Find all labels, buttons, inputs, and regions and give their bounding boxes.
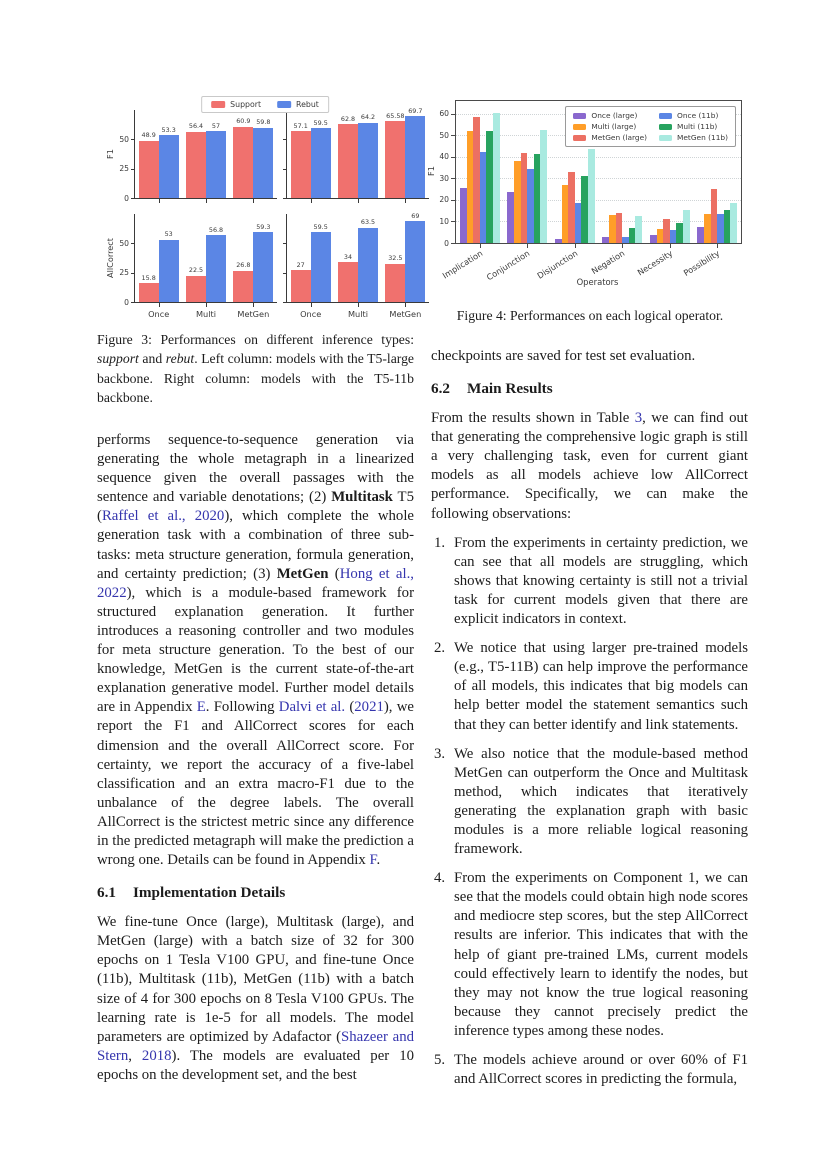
bar-value-label: 69.7 (408, 106, 423, 115)
metgen-11b--swatch (659, 135, 672, 141)
list-item-text (454, 640, 748, 732)
bar (206, 131, 226, 198)
text-run: The models achieve around or over 60% of F1 and AllCorrect scores in predicting the formula, (454, 1052, 748, 1088)
x-tick-label: Disjunction (535, 248, 580, 281)
bar (581, 176, 588, 243)
legend-item (659, 111, 728, 120)
bar (507, 192, 514, 243)
legend-item (659, 122, 728, 131)
list-item (431, 639, 748, 734)
x-tick-mark (670, 244, 671, 248)
legend-label: Multi (large) (591, 122, 637, 131)
bold-text: Multitask (331, 489, 393, 506)
list-item-number: 1. (434, 534, 446, 551)
legend-item (211, 100, 261, 109)
y-tick-mark (451, 243, 456, 244)
citation-link[interactable]: Raffel et al., 2020 (101, 508, 225, 525)
y-tick-label: 0 (444, 238, 449, 248)
y-tick-label: 20 (439, 195, 449, 205)
bar (657, 229, 664, 243)
bar (311, 128, 331, 198)
text-run: . Following (205, 699, 279, 716)
y-tick-mark (283, 198, 287, 199)
x-tick-mark (405, 303, 406, 307)
y-axis-label (426, 100, 436, 242)
bar (291, 270, 311, 302)
bar (311, 232, 331, 302)
bar (676, 223, 683, 243)
bar (338, 262, 358, 302)
figure3-caption (97, 330, 414, 407)
y-tick-mark (283, 243, 287, 244)
bar (480, 152, 487, 243)
text-run: . (376, 852, 381, 869)
bar (358, 123, 378, 198)
bar (493, 113, 500, 243)
y-tick-label: 10 (439, 216, 449, 226)
text-run: ( (328, 565, 340, 582)
x-axis-label: Operators (576, 277, 619, 287)
x-tick-label: Once (148, 309, 170, 319)
citation-link[interactable]: E (196, 699, 206, 716)
bar-value-label: 69 (411, 211, 420, 220)
x-tick-label: Implication (440, 248, 485, 281)
figure3-legend (201, 96, 329, 113)
bar (562, 185, 569, 243)
bar-value-label: 59.5 (313, 118, 328, 127)
bar (730, 203, 737, 243)
bar (159, 240, 179, 302)
citation-link[interactable]: Dalvi et al. (278, 699, 346, 716)
bar (385, 121, 405, 198)
bar (704, 214, 711, 243)
legend-label: MetGen (11b) (677, 133, 728, 142)
once-11b--swatch (659, 113, 672, 119)
y-tick-label: 60 (439, 109, 449, 119)
y-tick-label: 0 (124, 193, 129, 203)
y-tick-label: 50 (439, 130, 449, 140)
paragraph-implementation (97, 913, 414, 1085)
bar (233, 271, 253, 302)
plot-area (439, 100, 742, 248)
figure4-legend (565, 106, 736, 147)
text-run: ). The models are evaluated per 10 epochs on the development set, and the best (97, 1047, 414, 1083)
bar-value-label: 34 (343, 252, 353, 261)
legend-item (573, 111, 647, 120)
x-tick-mark (622, 244, 623, 248)
italic-text: support (97, 351, 139, 367)
legend-label: Rebut (296, 100, 319, 109)
bar-value-label: 53 (164, 230, 173, 239)
bar (514, 161, 521, 243)
bar-value-label: 59.5 (313, 222, 328, 231)
bar (602, 237, 609, 243)
bar (609, 215, 616, 243)
list-item-number: 2. (434, 640, 446, 657)
bar (253, 128, 273, 198)
text-run: . Left column: models with the T5-large backbone. Right column: models with the T5-11b backbone. (97, 351, 415, 405)
multi-11b--swatch (659, 124, 672, 130)
citation-link[interactable]: 3 (634, 410, 643, 427)
bar (206, 235, 226, 302)
bar-value-label: 27 (296, 260, 305, 269)
x-tick-mark (717, 244, 718, 248)
bar (663, 219, 670, 243)
bar (534, 154, 541, 243)
y-tick-mark (131, 139, 135, 140)
bar-value-label: 57.1 (293, 121, 308, 130)
text-run: ( (345, 699, 355, 716)
bar-value-label: 53.3 (161, 125, 176, 134)
bar-value-label: 63.5 (360, 218, 376, 226)
text-run: performs sequence-to-sequence generation via generating the whole metagraph in a linearized sequence given the overall passages with the sentence and variable denotations; (2) (97, 432, 414, 506)
list-item-text (454, 870, 748, 1039)
x-tick-label: Multi (347, 309, 368, 319)
figure3-chart (104, 94, 426, 326)
subplot (104, 110, 277, 203)
bar (473, 117, 480, 243)
text-run: ), which is a module-based framework for structured explanation generation. It further introduces a reasoning controller and two modules for meta structure generation. To the best of our knowledge, MetGen is the current state-of-the-art explanation generative model. Further model details are in Appendix (97, 584, 414, 716)
bar-value-label: 48.9 (141, 131, 156, 140)
list-item-number: 4. (434, 870, 446, 887)
bar (253, 232, 273, 302)
x-tick-mark (405, 199, 406, 203)
x-tick-mark (358, 199, 359, 203)
bar (568, 172, 575, 243)
text-run: T5 ( (97, 489, 414, 525)
bar (588, 149, 595, 243)
text-run: Figure 3: Performances on different inference types: (97, 332, 414, 347)
citation-link[interactable]: Hong et al., 2022 (97, 565, 414, 601)
x-tick-mark (527, 244, 528, 248)
x-tick-mark (358, 303, 359, 307)
subplot (286, 106, 429, 199)
x-tick-mark (206, 199, 207, 203)
x-tick-label: Once (300, 309, 322, 319)
bar-value-label: 60.9 (236, 117, 251, 126)
bar (527, 169, 534, 243)
observations-list (431, 534, 748, 1090)
support-swatch (211, 101, 225, 108)
bar-value-label: 56.4 (188, 122, 204, 131)
bar-value-label: 57 (211, 121, 221, 130)
bar (233, 127, 253, 198)
once-large--swatch (573, 113, 586, 119)
list-item (431, 869, 748, 1041)
y-tick-mark (451, 200, 456, 201)
bar-value-label: 59.8 (256, 118, 271, 127)
x-tick-label: Conjunction (484, 248, 532, 283)
bar (724, 210, 731, 243)
bar (683, 210, 690, 243)
bar (555, 239, 562, 243)
x-tick-mark (311, 303, 312, 307)
text-run: and (138, 351, 166, 367)
y-axis-label-text: AllCorrect (105, 237, 116, 279)
x-tick-label: Possibility (681, 248, 722, 278)
list-item (431, 1051, 748, 1089)
figure4-chart (425, 90, 757, 302)
bar (486, 131, 493, 243)
legend-label: Once (large) (591, 111, 638, 120)
list-item-text (454, 746, 748, 857)
x-tick-label: Negation (589, 248, 627, 277)
text-run: We also notice that the module-based method MetGen can outperform the Once and Multitask method, which indicates that iteratively generating the explanation graph with basic modules is a more reliable logical reasoning framework. (454, 745, 748, 858)
y-tick-label: 25 (119, 164, 129, 174)
bar (575, 203, 582, 243)
y-axis-label (105, 110, 115, 198)
text-run: , we can find out that generating the comprehensive logic graph is still a very challenging task, even for current giant models as all models achieve low AllCorrect performance. Specifically, we can make the following observations: (431, 410, 748, 522)
left-column (97, 431, 414, 1085)
multi-large--swatch (573, 124, 586, 130)
bar (139, 141, 159, 198)
bar (159, 135, 179, 198)
bar (385, 264, 405, 302)
bar-value-label: 56.8 (208, 225, 224, 234)
list-item-text (454, 1052, 748, 1087)
bar-value-label: 65.58 (386, 111, 405, 120)
x-tick-mark (253, 199, 254, 203)
paragraph-baselines (97, 431, 414, 870)
citation-link[interactable]: Shazeer and Stern (97, 1028, 415, 1064)
bar (629, 228, 636, 243)
y-tick-mark (451, 157, 456, 158)
x-tick-mark (253, 303, 254, 307)
x-tick-label: MetGen (237, 309, 270, 319)
list-item-text (454, 535, 748, 627)
legend-label: MetGen (large) (591, 133, 647, 142)
bar (697, 227, 704, 243)
text-run: From the results shown in Table (431, 410, 635, 427)
section-title: Main Results (466, 380, 553, 398)
y-tick-label: 50 (119, 134, 129, 144)
list-item-number: 5. (434, 1052, 446, 1068)
y-tick-label: 30 (439, 173, 449, 183)
x-tick-label: MetGen (389, 309, 422, 319)
legend-label: Multi (11b) (677, 122, 718, 131)
y-tick-mark (451, 221, 456, 222)
text-run: , (128, 1047, 142, 1064)
text-run: ), which complete the whole generation task with a combination of three sub-tasks: meta structure generation, formula generation, and certainty prediction; (3) (97, 508, 414, 582)
bar-value-label: 15.8 (141, 273, 156, 282)
text-run: We fine-tune Once (large), Multitask (large), and MetGen (large) with a batch size of 32 for 300 epochs on 1 Tesla V100 GPU, and fine-tune Once (11b), Multitask (11b), MetGen (11b) with a batch size of 4 for 300 epochs on 8 Tesla V100 GPUs. The learning rate is 1e-5 for all models. The model parameters are optimized by Adafactor ( (97, 914, 414, 1045)
bar (338, 124, 358, 198)
text-run: From the experiments in certainty prediction, we can see that all models are struggling, which shows that knowing certainty is still not a trivial task for current models given that there are explicit indicators in context. (454, 534, 748, 628)
bar (616, 213, 623, 243)
figure4-caption: Figure 4: Performances on each logical operator. (456, 308, 724, 323)
y-axis-label-text: F1 (425, 166, 436, 176)
subplot (286, 211, 429, 319)
bar-value-label: 26.8 (236, 261, 251, 270)
y-tick-mark (131, 169, 135, 170)
bar (521, 153, 528, 243)
citation-link[interactable]: 2021 (354, 699, 384, 716)
bar-value-label: 59.3 (256, 222, 271, 231)
text-run: We notice that using larger pre-trained models (e.g., T5-11B) can help improve the performance of all models, this indicates that big models can help better model the statement semantics such that they can better identify and link statements. (454, 640, 748, 733)
bar (717, 214, 724, 243)
bar (186, 276, 206, 302)
y-tick-label: 40 (439, 152, 449, 162)
y-tick-mark (131, 243, 135, 244)
y-axis-label (105, 214, 115, 302)
bar (291, 131, 311, 198)
bar (650, 235, 657, 243)
y-tick-label: 25 (119, 268, 129, 278)
bar (622, 237, 629, 243)
x-tick-label: Multi (195, 309, 216, 319)
bar (540, 130, 547, 243)
paragraph-checkpoints: checkpoints are saved for test set evaluation. (431, 348, 696, 364)
y-tick-mark (131, 198, 135, 199)
bar-value-label: 62.8 (340, 114, 356, 123)
citation-link[interactable]: 2018 (141, 1047, 172, 1064)
y-tick-mark (451, 135, 456, 136)
subplot (105, 214, 277, 319)
right-column (431, 347, 748, 1089)
bar (186, 132, 206, 198)
bar (358, 228, 378, 303)
section-heading-6-2 (431, 380, 748, 398)
legend-item (573, 133, 647, 142)
y-tick-label: 50 (119, 238, 129, 248)
legend-item (277, 100, 319, 109)
section-heading-6-1 (97, 884, 414, 902)
x-tick-mark (206, 303, 207, 307)
y-tick-mark (131, 302, 135, 303)
x-tick-mark (480, 244, 481, 248)
x-tick-mark (311, 199, 312, 203)
y-tick-mark (451, 178, 456, 179)
list-item (431, 745, 748, 860)
x-tick-label: Necessity (635, 248, 675, 278)
legend-item (659, 133, 728, 142)
text-run: From the experiments on Component 1, we can see that the models could obtain high node scores and mediocre step scores, but the step AllCorrect results are inferior. This indicates that with the help of giant pre-trained LMs, current models could effectively learn to identify the nodes, but they may not know the true logical reasoning because they cannot precisely predict the inference types among these nodes. (454, 870, 748, 1039)
legend-label: Once (11b) (677, 111, 719, 120)
bar (460, 188, 467, 243)
bar (670, 230, 677, 243)
paragraph-main-results-intro (431, 409, 748, 524)
section-title: Implementation Details (132, 884, 286, 902)
list-item (431, 534, 748, 629)
legend-label: Support (230, 100, 262, 109)
bar-value-label: 64.2 (360, 113, 376, 122)
bar-value-label: 22.5 (188, 266, 204, 275)
y-tick-mark (451, 114, 456, 115)
x-tick-mark (575, 244, 576, 248)
bar (711, 189, 718, 243)
y-tick-mark (283, 139, 287, 140)
x-tick-mark (159, 303, 160, 307)
bar-value-label: 32.5 (388, 254, 403, 263)
rebut-swatch (277, 101, 291, 108)
legend-item (573, 122, 647, 131)
bar (467, 131, 474, 243)
y-tick-label: 0 (124, 297, 129, 307)
bar (405, 116, 425, 198)
metgen-large--swatch (573, 135, 586, 141)
y-axis-label-text: F1 (104, 149, 115, 159)
y-tick-mark (283, 169, 287, 170)
bar (635, 216, 642, 243)
text-run: ), we report the F1 and AllCorrect scores for each dimension and the overall AllCorrect score. For certainty, we report the accuracy of a five-label classification and an extra macro-F1 due to the unbalance of the degree labels. The overall AllCorrect is the strictest metric since any difference in the predicted metagraph will make the prediction a wrong one. Details can be found in Appendix (97, 699, 414, 869)
citation-link[interactable]: F (369, 852, 377, 869)
section-number: 6.1 (97, 884, 116, 902)
x-tick-mark (159, 199, 160, 203)
y-tick-mark (283, 273, 287, 274)
bar (139, 283, 159, 302)
y-tick-mark (283, 302, 287, 303)
italic-text: rebut (165, 351, 195, 367)
section-number: 6.2 (431, 380, 450, 398)
bold-text: MetGen (276, 565, 329, 582)
list-item-number: 3. (434, 745, 446, 762)
